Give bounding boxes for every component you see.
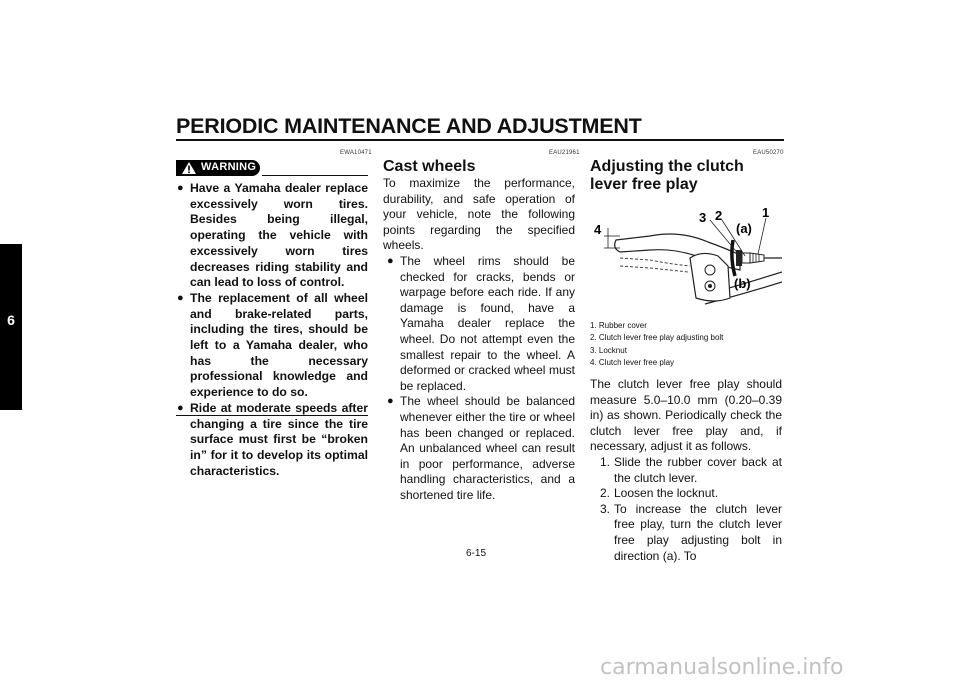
- caption-item: 1. Rubber cover: [590, 321, 647, 330]
- clutch-section-heading: [590, 158, 782, 194]
- list-item: [386, 254, 575, 394]
- list-item: [386, 394, 575, 503]
- clutch-procedure: [590, 377, 782, 564]
- clutch-paragraph: The clutch lever free play should measure 5.0–10.0 mm (0.20–0.39 in) as shown. Periodically check the clutch lever free play and, if necessary, adjust it as follows.: [590, 377, 782, 454]
- bullet-icon: ●: [177, 182, 184, 194]
- list-item-text: The wheel should be balanced whenever either the tire or wheel has been changed or replaced. An unbalanced wheel can result in poor performance, adverse handling characteristics, and a shortened tire life.: [400, 394, 575, 502]
- step-number: 1.: [600, 454, 611, 469]
- step-number: 2.: [600, 486, 611, 501]
- figure-label-1: 1: [762, 205, 770, 220]
- caption-item: 2. Clutch lever free play adjusting bolt: [590, 333, 724, 343]
- section-code: EAU21961: [549, 150, 580, 156]
- bullet-icon: ●: [177, 401, 184, 414]
- section-code: EAU50270: [753, 150, 784, 156]
- warning-bullet-text: Have a Yamaha dealer replace excessively worn tires. Besides being illegal, operating the vehicle with excessively worn tires decreases riding stability and can lead to loss of control.: [190, 181, 368, 290]
- chapter-tab-number: 6: [7, 312, 15, 328]
- warning-bottom-rule: [176, 415, 368, 416]
- warning-bullet-text: The replacement of all wheel and brake-related parts, including the tires, should be left to a Yamaha dealer, who has the necessary professional knowledge and experience to do so.: [190, 290, 368, 400]
- warning-top-rule: [262, 175, 368, 176]
- warning-bullet: [176, 401, 368, 480]
- figure-label-3: 3: [699, 210, 707, 225]
- warning-body: [176, 181, 368, 479]
- header-rule: [176, 139, 784, 141]
- section-title: Cast wheels: [383, 158, 476, 175]
- bullet-icon: ●: [177, 291, 184, 304]
- step-text: To increase the clutch lever free play, turn the clutch lever free play adjusting bolt in direction (a). To: [614, 501, 782, 563]
- step-number: 3.: [600, 501, 611, 516]
- warning-bullet: [176, 181, 368, 291]
- figure-captions: [590, 320, 723, 370]
- page-title: PERIODIC MAINTENANCE AND ADJUSTMENT: [176, 114, 642, 138]
- bullet-icon: ●: [387, 395, 394, 408]
- procedure-step: [590, 502, 782, 564]
- warning-bullet: [176, 291, 368, 401]
- step-text: Slide the rubber cover back at the clutch lever.: [614, 454, 782, 485]
- watermark: carmanualsonline.info: [600, 655, 844, 680]
- procedure-step: [590, 486, 782, 502]
- figure-label-2: 2: [715, 208, 723, 223]
- cast-wheels-section: [383, 158, 575, 503]
- clutch-lever-figure: [590, 200, 782, 308]
- section-title: Adjusting the clutch lever free play: [590, 158, 744, 193]
- section-intro: To maximize the performance, durability, and safe operation of your vehicle, note the following points regarding the specified wheels.: [383, 176, 575, 253]
- figure-label-b: (b): [734, 276, 751, 291]
- warning-label: WARNING: [201, 161, 257, 173]
- figure-label-a: (a): [736, 221, 752, 236]
- list-item-text: The wheel rims should be checked for cracks, bends or warpage before each ride. If any damage is found, have a Yamaha dealer replace the wheel. Do not attempt even the smallest repair to the wheel. A deformed or cracked wheel must be replaced.: [400, 253, 575, 393]
- step-text: Loosen the locknut.: [614, 486, 719, 501]
- bullet-icon: ●: [387, 254, 394, 267]
- figure-label-4: 4: [594, 222, 602, 237]
- warning-bullet-text: Ride at moderate speeds after changing a tire since the tire surface must first be “broken in” for it to develop its optimal characteristics.: [190, 400, 368, 478]
- page-number: 6-15: [466, 548, 487, 559]
- procedure-step: [590, 455, 782, 486]
- caption-item: 3. Locknut: [590, 345, 627, 355]
- warning-triangle-icon: [181, 161, 197, 178]
- caption-item: 4. Clutch lever free play: [590, 358, 675, 368]
- warning-code: EWA10471: [340, 150, 372, 156]
- warning-badge: [176, 160, 260, 176]
- clutch-lever-illustration: [590, 200, 782, 308]
